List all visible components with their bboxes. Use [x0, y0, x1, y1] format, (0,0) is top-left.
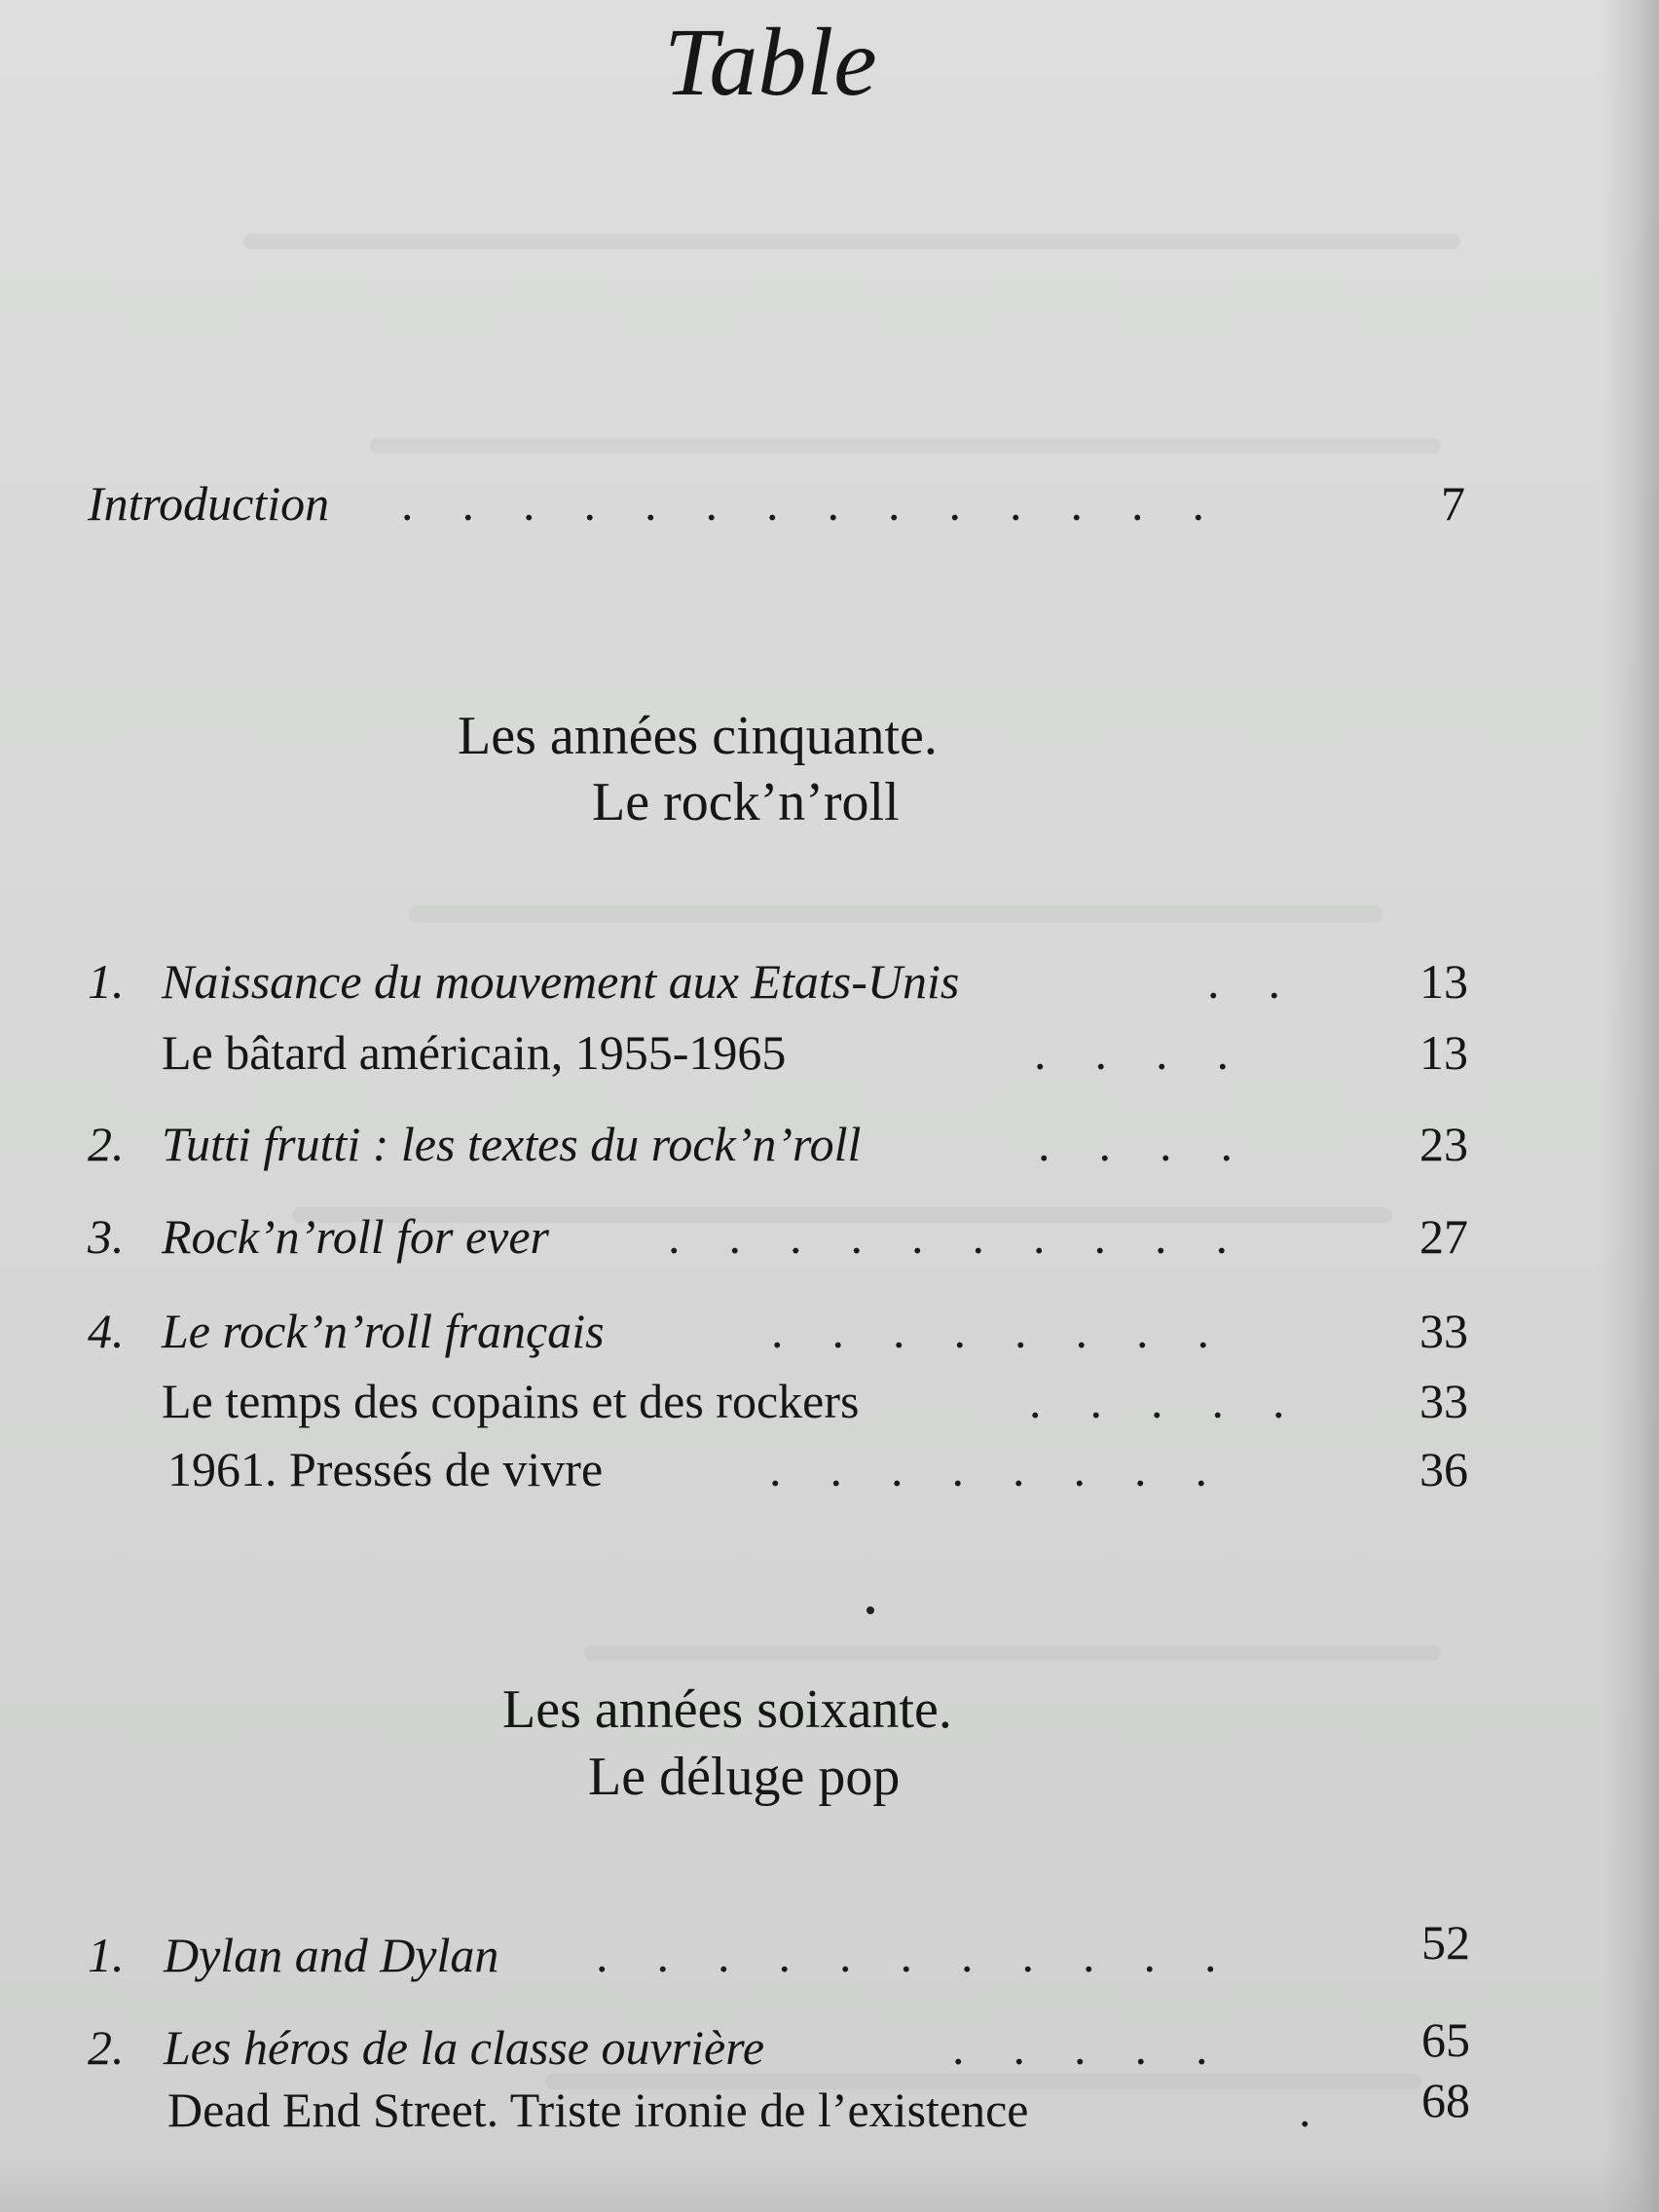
introduction-page-number: 7	[1441, 476, 1465, 531]
dot-leader: . . . . . . . . . . . . . .	[401, 476, 1204, 531]
chapter-number: 2.	[88, 2020, 125, 2075]
subsection-page-number: 33	[1419, 1374, 1468, 1428]
section-heading-line2: Le rock’n’roll	[592, 772, 900, 832]
chapter-number: 1.	[88, 1928, 125, 1982]
page-title: Table	[664, 8, 877, 116]
show-through-decoration	[370, 438, 1441, 454]
chapter-page-number: 52	[1421, 1915, 1470, 1970]
dot-leader: . . . . . . . . . . .	[596, 1928, 1217, 1982]
chapter-title: Tutti frutti : les textes du rock’n’roll	[162, 1117, 862, 1171]
dot-leader: . . . . . . . . . .	[668, 1209, 1228, 1264]
chapter-page-number: 27	[1419, 1209, 1468, 1264]
subsection-page-number: 36	[1419, 1442, 1468, 1496]
chapter-number: 3.	[88, 1209, 125, 1264]
subsection-page-number: 68	[1421, 2073, 1470, 2127]
subsection-title: 1961. Pressés de vivre	[167, 1442, 604, 1496]
chapter-title: Rock’n’roll for ever	[162, 1209, 549, 1264]
chapter-number: 1.	[88, 954, 125, 1009]
subsection-title: Dead End Street. Triste ironie de l’existence	[167, 2083, 1029, 2137]
section-heading-line1: Les années soixante.	[502, 1679, 952, 1740]
dot-leader: . .	[1207, 954, 1280, 1009]
dot-leader: .	[1299, 2083, 1311, 2137]
subsection-title: Le bâtard américain, 1955-1965	[162, 1025, 787, 1080]
dot-leader: . . . . .	[952, 2020, 1208, 2075]
chapter-title: Dylan and Dylan	[164, 1928, 499, 1982]
page-edge-shadow	[0, 2154, 1659, 2212]
chapter-title: Le rock’n’roll français	[162, 1304, 605, 1358]
subsection-title: Le temps des copains et des rockers	[162, 1374, 860, 1428]
chapter-page-number: 13	[1419, 954, 1468, 1009]
chapter-page-number: 65	[1421, 2012, 1470, 2067]
show-through-decoration	[243, 234, 1460, 249]
stray-dot-mark	[866, 1606, 874, 1614]
subsection-page-number: 13	[1419, 1025, 1468, 1080]
page-edge-shadow	[1603, 0, 1659, 2212]
introduction-label: Introduction	[88, 476, 330, 531]
dot-leader: . . . . . . . .	[771, 1304, 1209, 1358]
chapter-number: 4.	[88, 1304, 125, 1358]
chapter-title: Naissance du mouvement aux Etats-Unis	[162, 954, 960, 1009]
chapter-page-number: 33	[1419, 1304, 1468, 1358]
chapter-page-number: 23	[1419, 1117, 1468, 1171]
section-heading-line1: Les années cinquante.	[458, 706, 938, 766]
dot-leader: . . . . .	[1029, 1374, 1285, 1428]
show-through-decoration	[409, 905, 1382, 923]
dot-leader: . . . . . . . .	[769, 1442, 1207, 1496]
dot-leader: . . . .	[1034, 1025, 1229, 1080]
chapter-number: 2.	[88, 1117, 125, 1171]
dot-leader: . . . .	[1038, 1117, 1233, 1171]
show-through-decoration	[584, 1645, 1441, 1661]
chapter-title: Les héros de la classe ouvrière	[164, 2020, 765, 2075]
section-heading-line2: Le déluge pop	[588, 1747, 901, 1807]
